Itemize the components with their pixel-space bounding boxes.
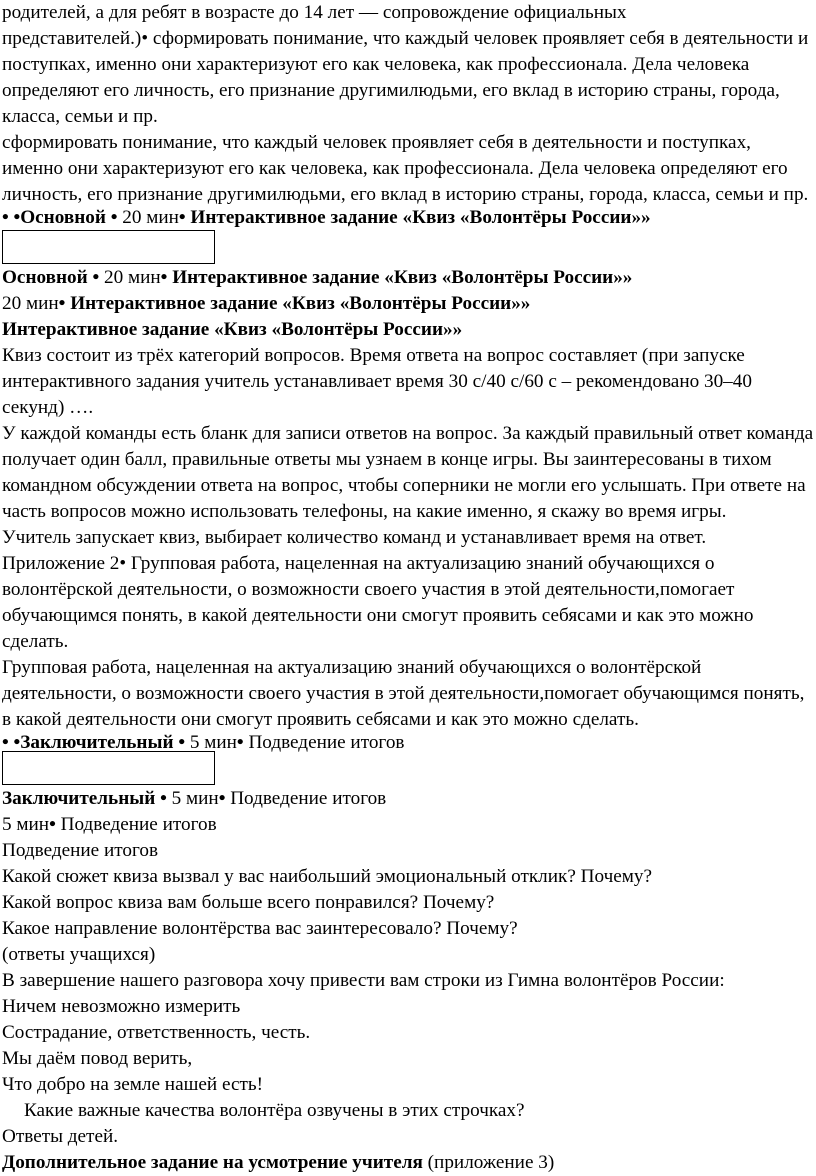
text-line: командном обсуждении ответа на вопрос, чтобы соперники не могли его услышать. При ответе на: [2, 475, 806, 496]
section-duration: 20 мин: [2, 293, 59, 314]
section-stage: Заключительный •: [2, 788, 167, 809]
empty-table-cell: [2, 230, 215, 264]
text-line: представителей.)• сформировать понимание, что каждый человек проявляет себя в деятельности и: [2, 28, 809, 49]
section-stage: • •Основной •: [2, 207, 118, 228]
section-line: [2, 786, 386, 812]
text-line: личность, его признание другимилюдьми, его вклад в историю страны, города, класса, семьи и пр.: [2, 184, 809, 205]
poem-line: Мы даём повод верить,: [2, 1048, 193, 1069]
section-task: Подведение итогов: [225, 788, 387, 809]
section-task: Интерактивное задание «Квиз «Волонтёры России»»: [167, 267, 633, 288]
text-line: именно они характеризуют его как человека, как профессионала. Дела человека определяют его: [2, 158, 788, 179]
section-task: Интерактивное задание «Квиз «Волонтёры России»»: [185, 207, 651, 228]
section-task: Подведение итогов: [2, 840, 159, 861]
text-line: Групповая работа, нацеленная на актуализацию знаний обучающихся о волонтёрской: [2, 657, 702, 678]
text-line: Квиз состоит из трёх категорий вопросов. Время ответа на вопрос составляет (при запуске: [2, 345, 745, 366]
section-duration: 5 мин: [166, 788, 219, 809]
section-task: Интерактивное задание «Квиз «Волонтёры России»»: [65, 293, 531, 314]
bullet-icon: •: [218, 788, 226, 809]
text-line: интерактивного задания учитель устанавливает время 30 с/40 с/60 с – рекомендовано 30–40: [2, 371, 752, 392]
section-heading-main: [2, 205, 651, 231]
text-line: сделать.: [2, 631, 69, 652]
text-line: В завершение нашего разговора хочу привести вам строки из Гимна волонтёров России:: [2, 970, 725, 991]
text-line: сформировать понимание, что каждый человек проявляет себя в деятельности и поступках,: [2, 132, 751, 153]
section-task: Интерактивное задание «Квиз «Волонтёры России»»: [2, 319, 463, 340]
text-line: определяют его личность, его признание другимилюдьми, его вклад в историю страны, города,: [2, 80, 780, 101]
extra-task-title: Дополнительное задание на усмотрение учителя: [2, 1152, 423, 1173]
text-line: волонтёрской деятельности, о возможности своего участия в этой деятельности,помогает: [2, 579, 735, 600]
text-line: Какой сюжет квиза вызвал у вас наибольший эмоциональный отклик? Почему?: [2, 866, 653, 887]
text-line: Приложение 2• Групповая работа, нацеленная на актуализацию знаний обучающихся о: [2, 553, 715, 574]
text-line: Какое направление волонтёрства вас заинтересовало? Почему?: [2, 918, 518, 939]
bullet-icon: •: [49, 814, 56, 835]
poem-line: Что добро на земле нашей есть!: [2, 1074, 263, 1095]
section-duration: 5 мин: [185, 732, 237, 753]
poem-line: Сострадание, ответственность, честь.: [2, 1022, 311, 1043]
text-line: класса, семьи и пр.: [2, 106, 158, 127]
extra-task-line: [2, 1150, 554, 1176]
section-line: [2, 265, 632, 291]
text-line: (ответы учащихся): [2, 944, 156, 965]
bullet-icon: •: [236, 732, 244, 753]
text-line: секунд) ….: [2, 397, 94, 418]
bullet-icon: •: [58, 293, 66, 314]
text-line: деятельности, о возможности своего участия в этой деятельности,помогает обучающимся понять,: [2, 683, 805, 704]
section-task: Подведение итогов: [55, 814, 217, 835]
section-duration: 20 мин: [99, 267, 161, 288]
section-stage: • •Заключительный •: [2, 732, 186, 753]
text-line: получает один балл, правильные ответы мы узнаем в конце игры. Вы заинтересованы в тихом: [2, 449, 772, 470]
section-duration: 5 мин: [2, 814, 50, 835]
poem-line: Ничем невозможно измерить: [2, 996, 241, 1017]
bullet-icon: •: [178, 207, 186, 228]
text-line: часть вопросов можно использовать телефоны, на какие именно, я скажу во время игры.: [2, 501, 727, 522]
bullet-icon: •: [160, 267, 168, 288]
text-line: в какой деятельности они смогут проявить себясами и как это можно сделать.: [2, 709, 639, 730]
text-line: поступках, именно они характеризуют его как человека, как профессионала. Дела человека: [2, 54, 750, 75]
text-line: родителей, а для ребят в возрасте до 14 лет — сопровождение официальных: [2, 2, 627, 23]
extra-task-note: (приложение 3): [422, 1152, 555, 1173]
text-line: обучающимся понять, в какой деятельности они смогут проявить себясами и как это можно: [2, 605, 754, 626]
section-duration: 20 мин: [117, 207, 179, 228]
answers-line: Ответы детей.: [2, 1126, 119, 1147]
section-stage: Основной •: [2, 267, 100, 288]
section-line: [2, 812, 217, 838]
section-line: [2, 291, 530, 317]
section-task: Подведение итогов: [243, 732, 405, 753]
text-line: Какой вопрос квиза вам больше всего понравился? Почему?: [2, 892, 495, 913]
empty-table-cell: [2, 751, 215, 785]
text-line: Учитель запускает квиз, выбирает количество команд и устанавливает время на ответ.: [2, 527, 707, 548]
text-line: У каждой команды есть бланк для записи ответов на вопрос. За каждый правильный ответ команда: [2, 423, 814, 444]
question-line: Какие важные качества волонтёра озвучены в этих строчках?: [24, 1100, 525, 1121]
